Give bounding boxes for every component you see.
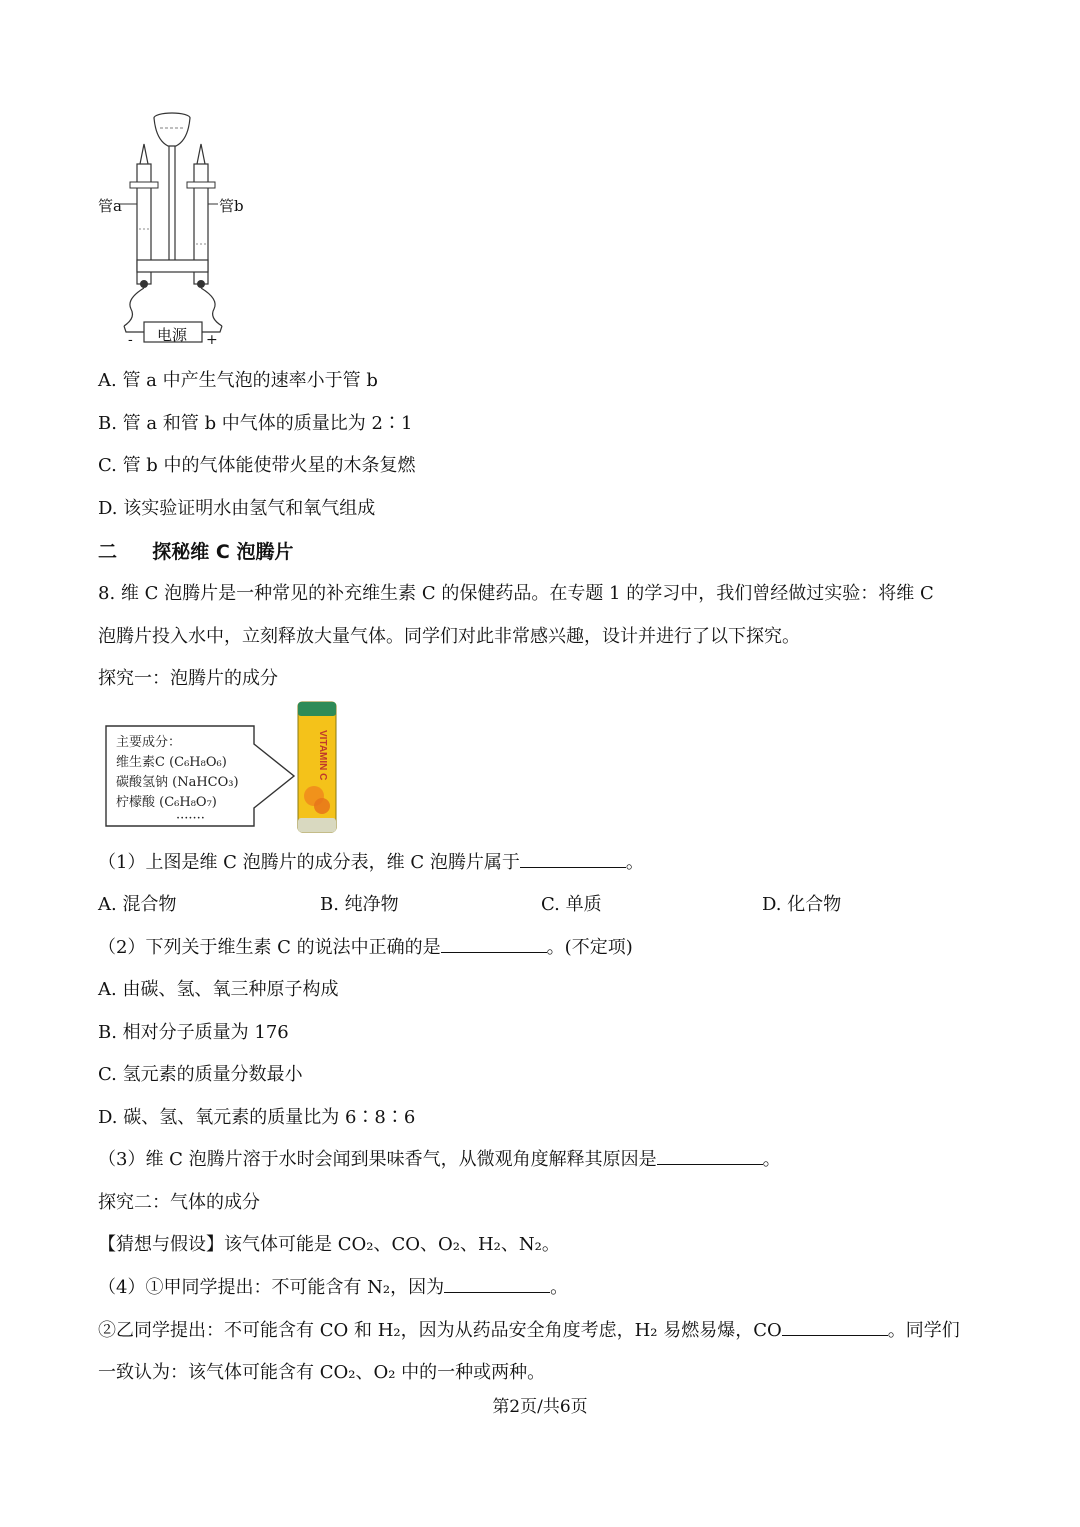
p2-end: 。(不定项) <box>546 937 633 958</box>
callout-title: 主要成分： <box>116 735 182 750</box>
p4-text: （4）①甲同学提出：不可能含有 N₂，因为 <box>98 1277 445 1298</box>
p4-end: 。 <box>550 1277 569 1298</box>
p4c-line: 一致认为：该气体可能含有 CO₂、O₂ 中的一种或两种。 <box>98 1362 546 1383</box>
p1-option-a: A. 混合物 <box>98 894 177 915</box>
explore2-heading: 探究二：气体的成分 <box>98 1192 260 1213</box>
callout-row-vitamin-c: 维生素C (C₆H₈O₆) <box>116 755 227 770</box>
p4b-answer-blank[interactable] <box>782 1319 888 1336</box>
p1-option-c: C. 单质 <box>541 894 602 915</box>
p2-option-b: B. 相对分子质量为 176 <box>98 1022 289 1043</box>
p4b-end: 。同学们 <box>887 1320 960 1341</box>
section-number: 二 <box>98 541 118 563</box>
p1-option-b: B. 纯净物 <box>320 894 399 915</box>
p1-option-d: D. 化合物 <box>762 894 842 915</box>
p3-question <box>98 1145 781 1171</box>
q7-option-b: B. 管 a 和管 b 中气体的质量比为 2∶1 <box>98 413 413 434</box>
explore1-heading: 探究一：泡腾片的成分 <box>98 668 278 689</box>
tube-b-label: 管b <box>219 197 244 215</box>
p2-question <box>98 933 633 959</box>
callout-row-sodium-bicarbonate: 碳酸氢钠 (NaHCO₃) <box>116 775 239 790</box>
tube-text: VITAMIN C <box>317 730 328 781</box>
ingredient-figure <box>104 700 344 834</box>
plus-sign: + <box>206 332 218 348</box>
p4b-question <box>98 1316 960 1342</box>
p3-end: 。 <box>762 1149 781 1170</box>
p1-question <box>98 848 644 874</box>
p3-answer-blank[interactable] <box>657 1148 763 1165</box>
p1-text: （1）上图是维 C 泡腾片的成分表，维 C 泡腾片属于 <box>98 852 520 873</box>
q7-option-a: A. 管 a 中产生气泡的速率小于管 b <box>98 370 378 391</box>
q7-option-c: C. 管 b 中的气体能使带火星的木条复燃 <box>98 455 416 476</box>
p2-option-a: A. 由碳、氢、氧三种原子构成 <box>98 979 339 1000</box>
q8-intro-line2: 泡腾片投入水中，立刻释放大量气体。同学们对此非常感兴趣，设计并进行了以下探究。 <box>98 626 800 647</box>
p2-option-d: D. 碳、氢、氧元素的质量比为 6∶8∶6 <box>98 1107 416 1128</box>
p1-end: 。 <box>625 852 644 873</box>
p4-answer-blank[interactable] <box>444 1276 550 1293</box>
callout-row-citric-acid: 柠檬酸 (C₆H₈O₇) <box>116 795 217 810</box>
p2-option-c: C. 氢元素的质量分数最小 <box>98 1064 303 1085</box>
p2-text: （2）下列关于维生素 C 的说法中正确的是 <box>98 937 441 958</box>
page-footer: 第2页/共6页 <box>492 1397 588 1417</box>
power-source-label: 电源 <box>157 326 188 344</box>
p3-text: （3）维 C 泡腾片溶于水时会闻到果味香气，从微观角度解释其原因是 <box>98 1149 657 1170</box>
p1-answer-blank[interactable] <box>520 851 626 868</box>
callout-dots: ······· <box>176 811 205 826</box>
electrolysis-apparatus-figure <box>96 104 256 349</box>
section-heading <box>98 537 293 564</box>
minus-sign: - <box>128 332 133 348</box>
q7-option-d: D. 该实验证明水由氢气和氧气组成 <box>98 498 376 519</box>
tube-a-label: 管a <box>98 197 122 215</box>
p2-answer-blank[interactable] <box>441 936 547 953</box>
section-title: 探秘维 C 泡腾片 <box>152 541 294 563</box>
hypothesis-line: 【猜想与假设】该气体可能是 CO₂、CO、O₂、H₂、N₂。 <box>98 1234 560 1255</box>
q8-intro-line1: 8. 维 C 泡腾片是一种常见的补充维生素 C 的保健药品。在专题 1 的学习中，我们曾经做过实验：将维 C <box>98 583 934 604</box>
p4b-text: ②乙同学提出：不可能含有 CO 和 H₂，因为从药品安全角度考虑，H₂ 易燃易爆，CO <box>98 1320 782 1341</box>
p4-question <box>98 1273 568 1299</box>
